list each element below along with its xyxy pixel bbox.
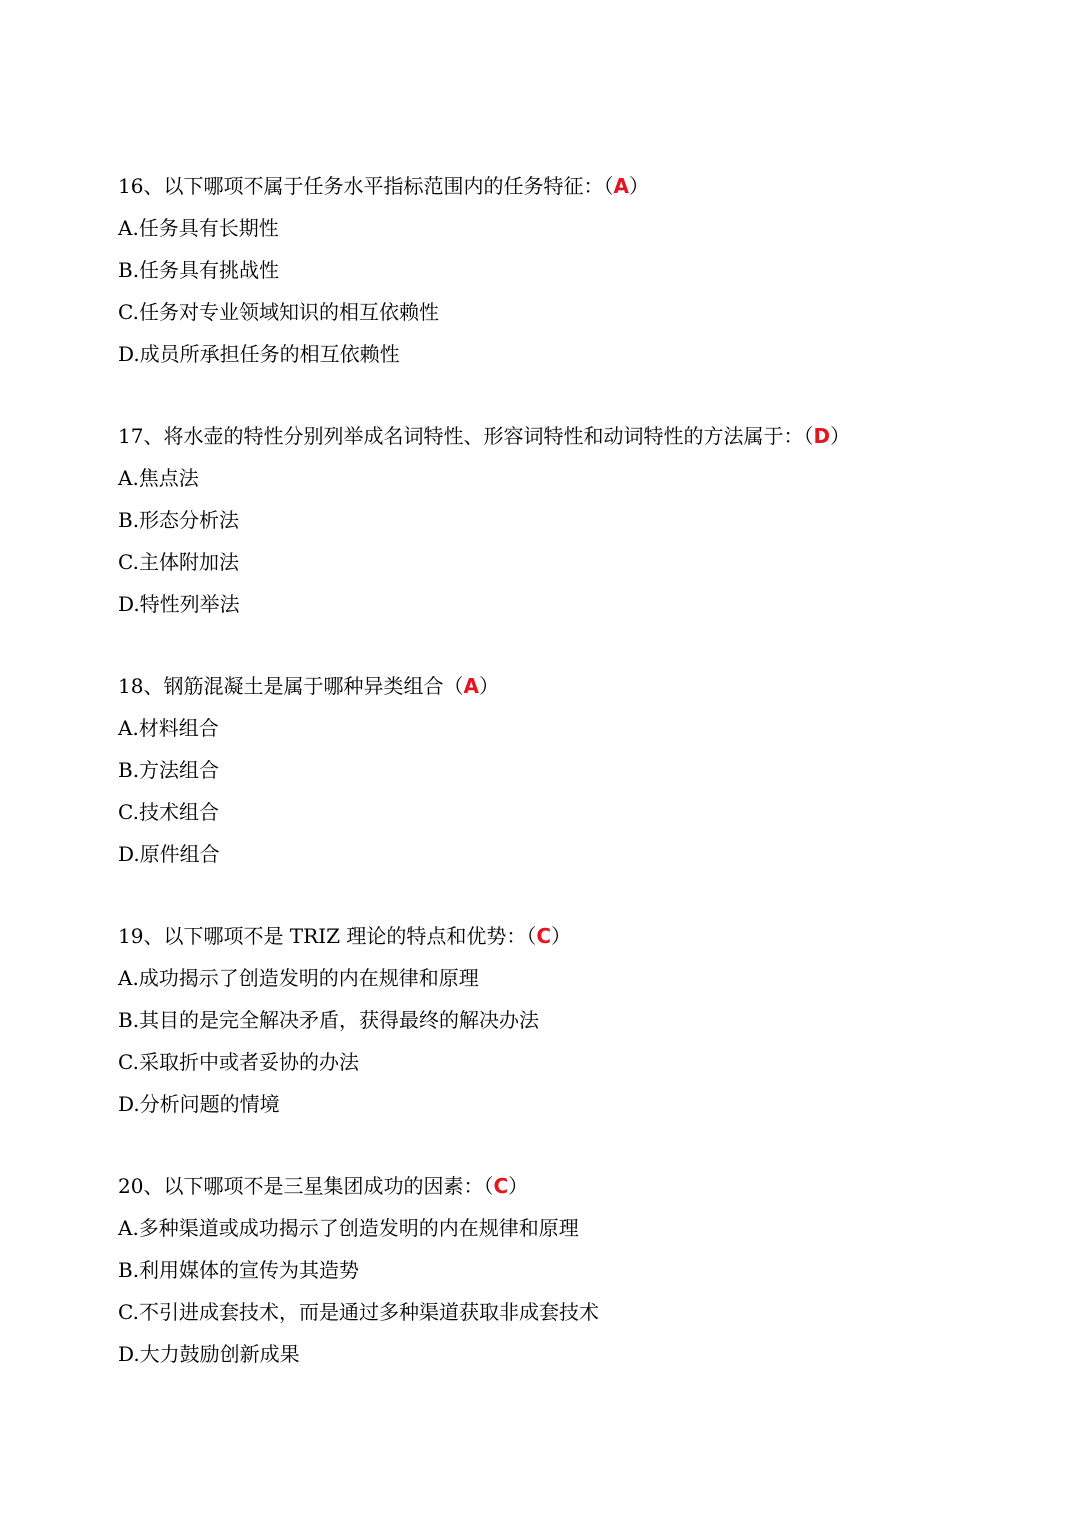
- question-stem: [118, 922, 1018, 964]
- question-16: [118, 172, 1018, 382]
- question-bracket-close: ）: [830, 424, 851, 448]
- option-d: D.特性列举法: [118, 592, 240, 616]
- question-text: 16、以下哪项不属于任务水平指标范围内的任务特征：（: [118, 174, 614, 198]
- question-19: [118, 922, 1018, 1132]
- question-stem: [118, 172, 1018, 214]
- answer-letter: C: [493, 1174, 509, 1198]
- answer-letter: A: [463, 674, 479, 698]
- question-18: [118, 672, 1018, 882]
- option-b: B.形态分析法: [118, 508, 240, 532]
- option-a: A.任务具有长期性: [118, 216, 279, 240]
- option-c: C.采取折中或者妥协的办法: [118, 1050, 359, 1074]
- option-a: A.成功揭示了创造发明的内在规律和原理: [118, 966, 479, 990]
- option-a: A.多种渠道或成功揭示了创造发明的内在规律和原理: [118, 1216, 579, 1240]
- question-text: 19、以下哪项不是 TRIZ 理论的特点和优势：（: [118, 924, 537, 948]
- answer-letter: A: [613, 174, 629, 198]
- option-b: B.任务具有挑战性: [118, 258, 280, 282]
- option-b: B.其目的是完全解决矛盾，获得最终的解决办法: [118, 1008, 540, 1032]
- option-d: D.分析问题的情境: [118, 1092, 280, 1116]
- answer-letter: C: [536, 924, 552, 948]
- option-d: D.大力鼓励创新成果: [118, 1342, 300, 1366]
- question-17: [118, 422, 1018, 632]
- question-bracket-close: ）: [551, 924, 572, 948]
- question-bracket-close: ）: [628, 174, 649, 198]
- question-text: 20、以下哪项不是三星集团成功的因素：（: [118, 1174, 494, 1198]
- question-bracket-close: ）: [508, 1174, 529, 1198]
- option-c: C.技术组合: [118, 800, 219, 824]
- option-c: C.不引进成套技术，而是通过多种渠道获取非成套技术: [118, 1300, 599, 1324]
- option-a: A.焦点法: [118, 466, 199, 490]
- question-text: 17、将水壶的特性分别列举成名词特性、形容词特性和动词特性的方法属于：（: [118, 424, 814, 448]
- question-stem: [118, 1172, 1018, 1214]
- question-20: [118, 1172, 1018, 1382]
- option-d: D.原件组合: [118, 842, 220, 866]
- question-text: 18、钢筋混凝土是属于哪种异类组合（: [118, 674, 464, 698]
- option-a: A.材料组合: [118, 716, 219, 740]
- question-bracket-close: ）: [478, 674, 499, 698]
- option-d: D.成员所承担任务的相互依赖性: [118, 342, 400, 366]
- option-c: C.主体附加法: [118, 550, 239, 574]
- option-b: B.方法组合: [118, 758, 220, 782]
- question-stem: [118, 422, 1018, 464]
- answer-letter: D: [813, 424, 831, 448]
- question-stem: [118, 672, 1018, 714]
- option-b: B.利用媒体的宣传为其造势: [118, 1258, 360, 1282]
- option-c: C.任务对专业领域知识的相互依赖性: [118, 300, 439, 324]
